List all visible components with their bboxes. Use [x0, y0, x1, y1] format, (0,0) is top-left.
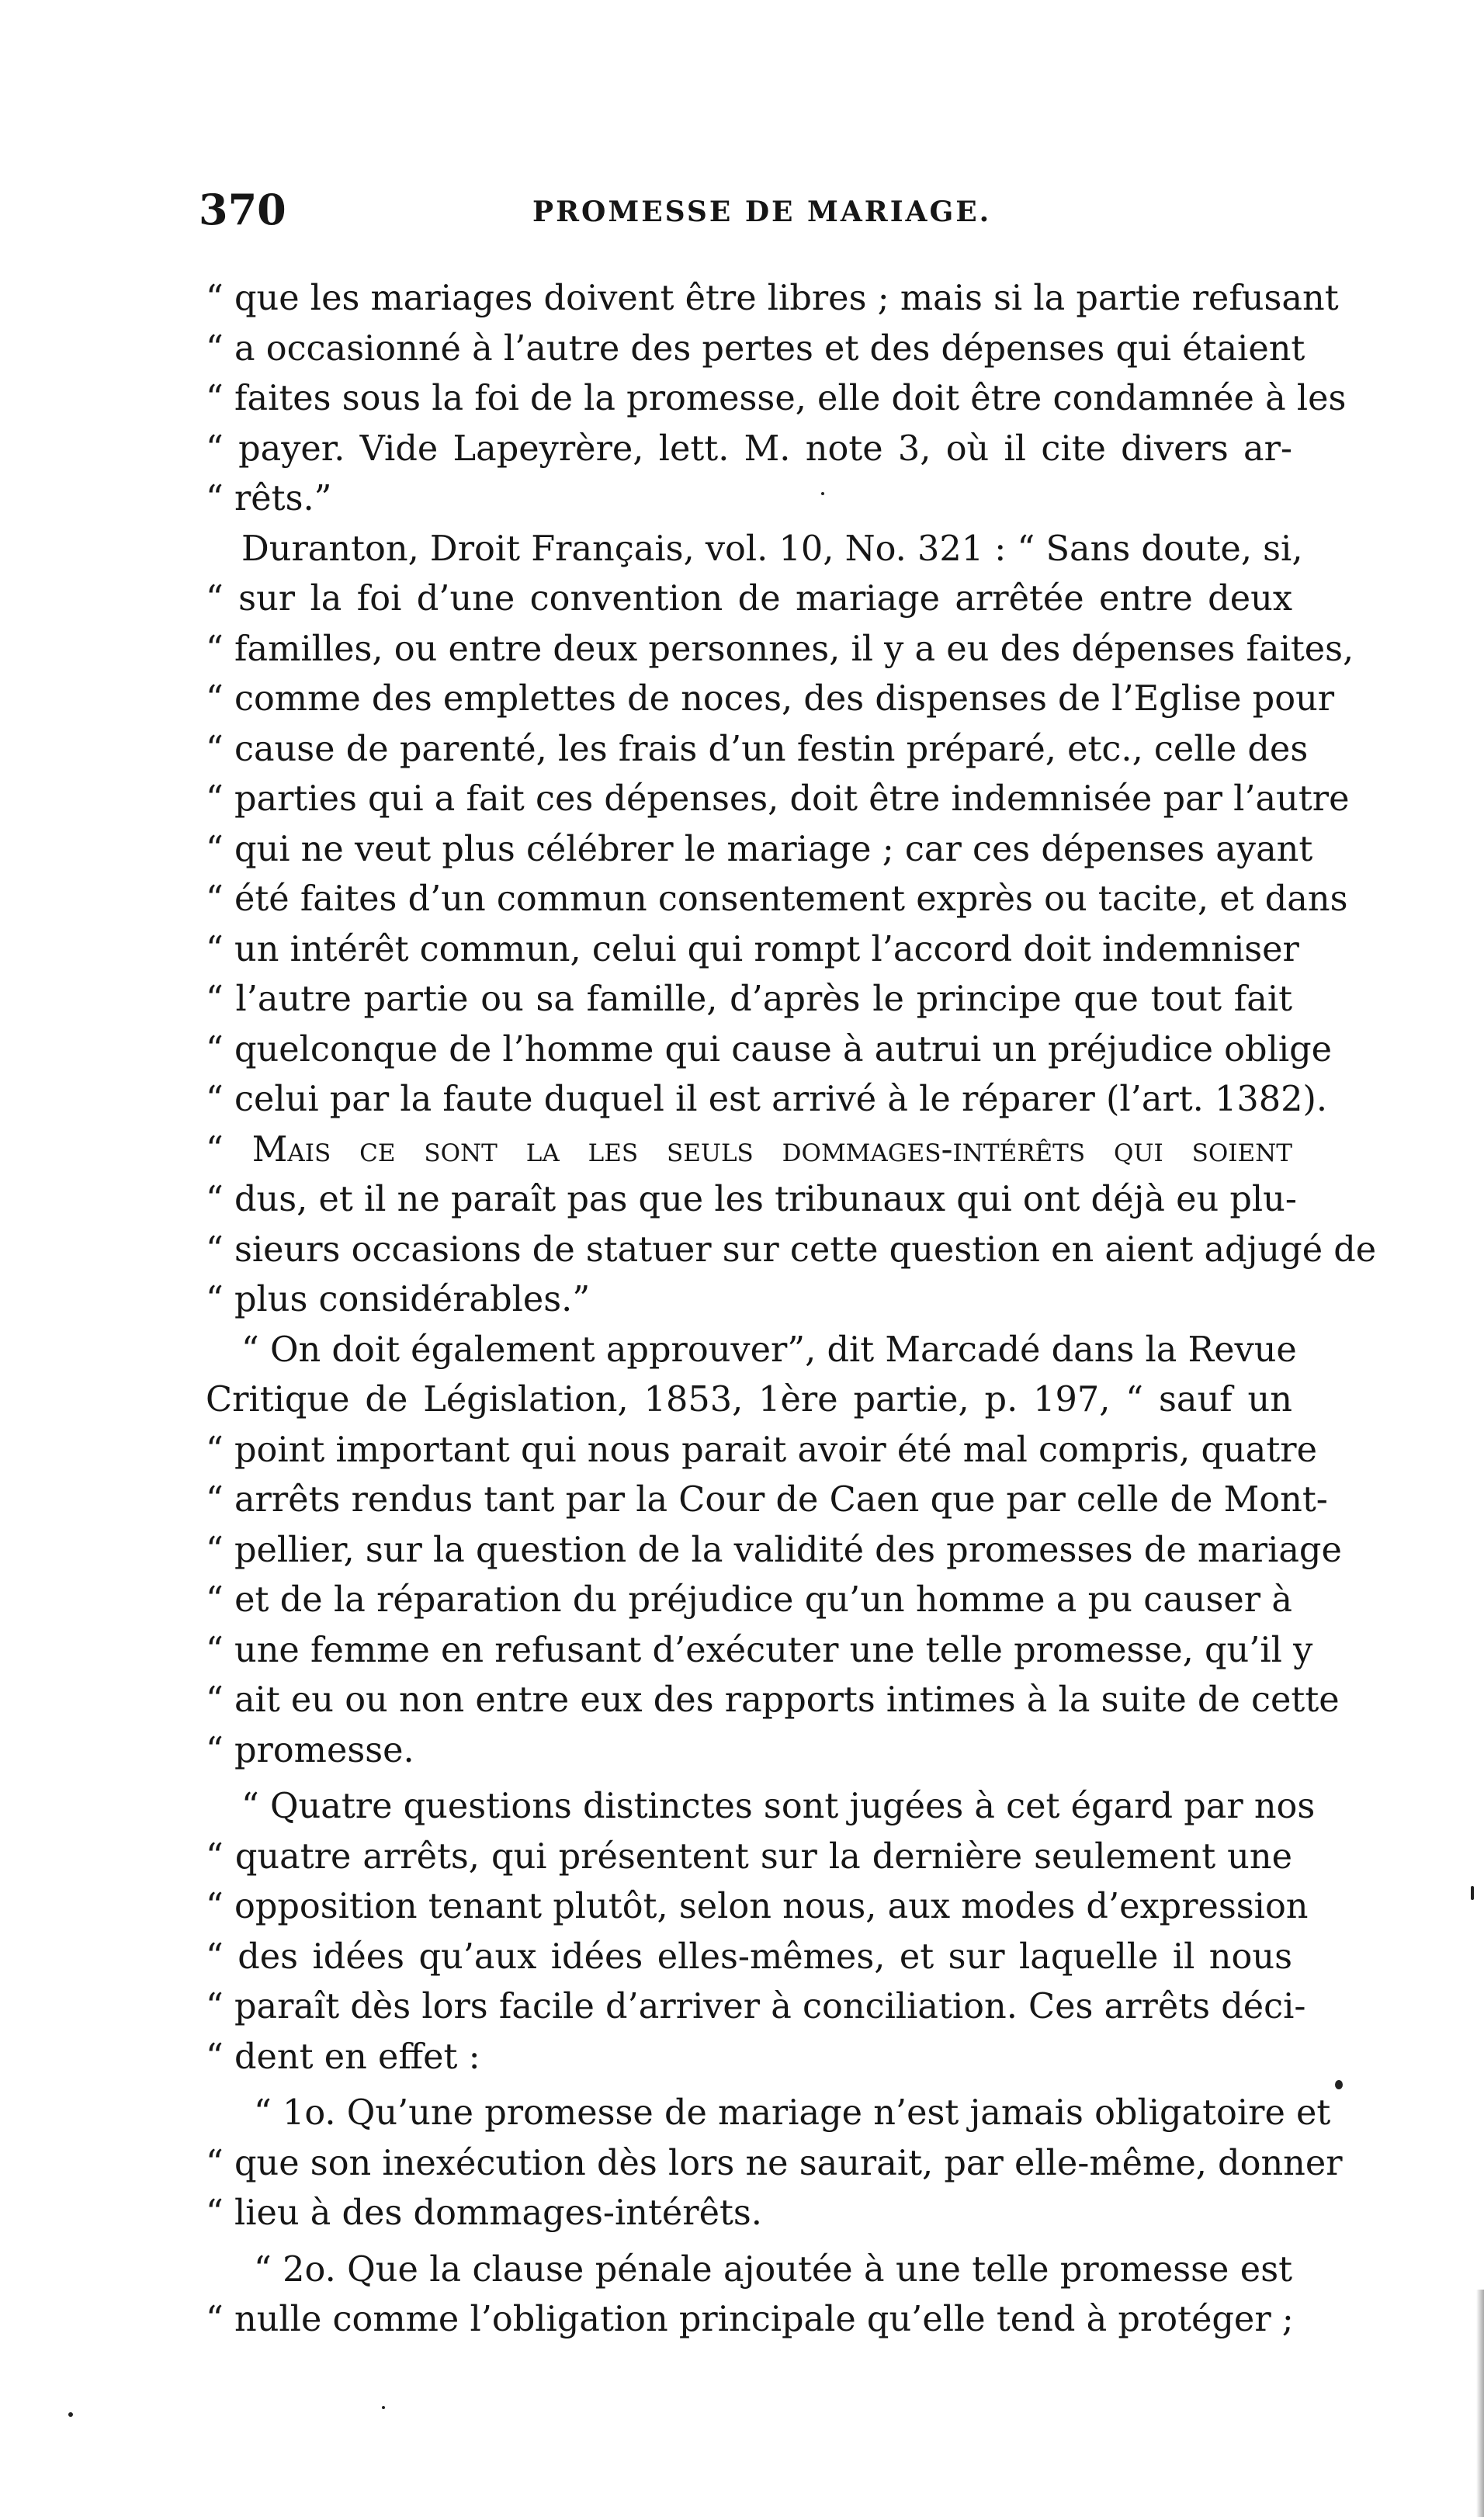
text-line: “ arrêts rendus tant par la Cour de Caen que par celle de Mont-: [206, 1479, 1328, 1520]
text-line: “ que les mariages doivent être libres ; mais si la partie refusant: [206, 278, 1339, 318]
text-line: “ parties qui a fait ces dépenses, doit être indemnisée par l’autre: [206, 778, 1350, 819]
text-line: “ dus, et il ne paraît pas que les tribunaux qui ont déjà eu plu-: [206, 1179, 1297, 1219]
text-line: “ opposition tenant plutôt, selon nous, aux modes d’expression: [206, 1886, 1309, 1926]
page-header: [199, 185, 1332, 247]
text-line: “ pellier, sur la question de la validité des promesses de mariage: [206, 1529, 1342, 1570]
text-line: “ qui ne veut plus célébrer le mariage ; car ces dépenses ayant: [206, 828, 1313, 869]
text-line: “ nulle comme l’obligation principale qu’elle tend à protéger ;: [206, 2299, 1294, 2339]
text-line: “ promesse.: [206, 1729, 414, 1770]
body-text: [206, 273, 1377, 2345]
text-line: “ rêts.”: [206, 478, 332, 518]
scan-speck: [821, 492, 824, 495]
paragraph-start-line: “ On doit également approuver”, dit Marcadé dans la Revue: [241, 1329, 1297, 1370]
text-line: “ comme des emplettes de noces, des dispenses de l’Eglise pour: [206, 678, 1335, 719]
scan-speck: [382, 2406, 385, 2409]
paragraph-start-line: Duranton, Droit Français, vol. 10, No. 321 : “ Sans doute, si,: [241, 528, 1303, 569]
text-line: “ une femme en refusant d’exécuter une telle promesse, qu’il y: [206, 1629, 1313, 1670]
text-line: “ celui par la faute duquel il est arrivé à le réparer (l’art. 1382).: [206, 1079, 1328, 1119]
paragraph-start-line: “ Quatre questions distinctes sont jugées à cet égard par nos: [241, 1786, 1316, 1826]
text-line: “ sieurs occasions de statuer sur cette question en aient adjugé de: [206, 1229, 1377, 1270]
small-caps-line: “ Mais ce sont la les seuls dommages-intérêts qui soient: [206, 1128, 1292, 1170]
scan-speck: [1335, 2080, 1343, 2089]
text-line: “ plus considérables.”: [206, 1279, 591, 1319]
text-line: “ un intérêt commun, celui qui rompt l’accord doit indemniser: [206, 928, 1299, 969]
running-title: PROMESSE DE MARIAGE.: [532, 196, 992, 228]
text-line: “ que son inexécution dès lors ne saurait, par elle-même, donner: [206, 2142, 1343, 2183]
text-line: “ familles, ou entre deux personnes, il y a eu des dépenses faites,: [206, 628, 1354, 669]
text-line: “ quatre arrêts, qui présentent sur la dernière seulement une: [206, 1836, 1292, 1877]
paragraph-start-line: “ 1o. Qu’une promesse de mariage n’est jamais obligatoire et: [254, 2092, 1331, 2133]
scan-speck: [1471, 1886, 1474, 1900]
scan-speck: [68, 2412, 73, 2417]
page-edge-shadow: [1476, 2290, 1484, 2517]
text-line: “ quelconque de l’homme qui cause à autrui un préjudice oblige: [206, 1028, 1333, 1070]
text-line: “ faites sous la foi de la promesse, elle doit être condamnée à les: [206, 378, 1347, 418]
text-line: “ et de la réparation du préjudice qu’un homme a pu causer à: [206, 1579, 1292, 1620]
text-line: “ l’autre partie ou sa famille, d’après le principe que tout fait: [206, 979, 1292, 1019]
text-line: “ point important qui nous parait avoir été mal compris, quatre: [206, 1429, 1317, 1470]
text-line: “ été faites d’un commun consentement exprès ou tacite, et dans: [206, 879, 1348, 919]
page-number: 370: [199, 185, 286, 234]
text-line: “ ait eu ou non entre eux des rapports intimes à la suite de cette: [206, 1680, 1340, 1720]
paragraph-start-line: “ 2o. Que la clause pénale ajoutée à une telle promesse est: [254, 2248, 1292, 2290]
text-line: “ a occasionné à l’autre des pertes et des dépenses qui étaient: [206, 328, 1305, 369]
text-line: “ paraît dès lors facile d’arriver à conciliation. Ces arrêts déci-: [206, 1986, 1306, 2026]
text-line: “ dent en effet :: [206, 2036, 480, 2077]
text-line: “ cause de parenté, les frais d’un festin préparé, etc., celle des: [206, 728, 1309, 769]
text-line: “ payer. Vide Lapeyrère, lett. M. note 3, où il cite divers ar-: [206, 428, 1292, 469]
text-line: Critique de Législation, 1853, 1ère partie, p. 197, “ sauf un: [206, 1379, 1292, 1420]
text-line: “ sur la foi d’une convention de mariage arrêtée entre deux: [206, 578, 1292, 619]
text-line: “ lieu à des dommages-intérêts.: [206, 2193, 762, 2233]
text-line: “ des idées qu’aux idées elles-mêmes, et sur laquelle il nous: [206, 1936, 1292, 1977]
